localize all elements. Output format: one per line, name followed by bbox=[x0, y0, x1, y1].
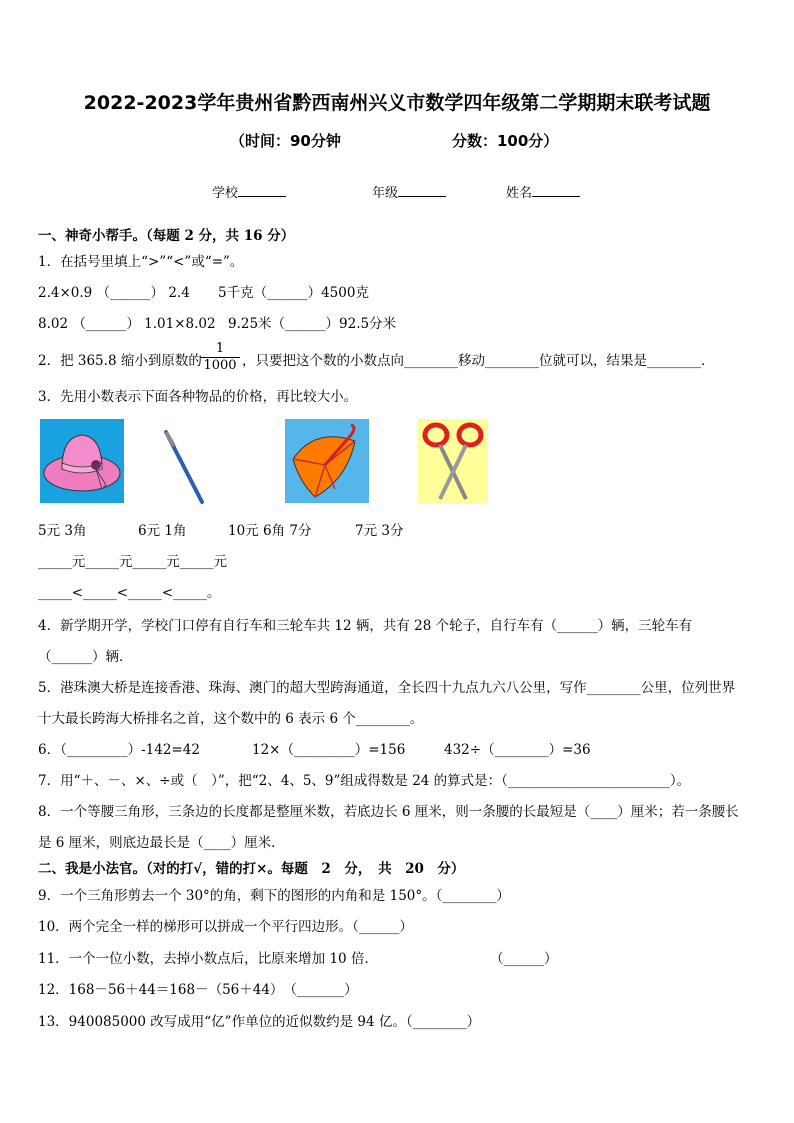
question-5-line-2: 十大最长跨海大桥排名之首，这个数中的 6 表示 6 个________。 bbox=[38, 711, 424, 727]
hat-flower bbox=[91, 460, 101, 470]
question-1a: 2.4×0.9 （______） 2.4 bbox=[38, 285, 190, 301]
question-1b: 5千克（______）4500克 bbox=[218, 285, 369, 301]
section-1-heading: 一、神奇小帮手。（每题 2 分，共 16 分） bbox=[38, 228, 295, 244]
question-12: 12．168－56＋44＝168－（56＋44） （_______） bbox=[38, 982, 358, 998]
scissors-picture bbox=[418, 419, 488, 503]
question-1d: 9.25米（______）92.5分米 bbox=[228, 316, 397, 332]
question-5-line-1: 5．港珠澳大桥是连接香港、珠海、澳门的超大型跨海通道，全长四十九点九六八公里，写作________公里，位列世界 bbox=[38, 680, 736, 696]
question-1: 1．在括号里填上“>”“<”或“=”。 bbox=[38, 254, 244, 270]
question-4-line-1: 4．新学期开学，学校门口停有自行车和三轮车共 12 辆，共有 28 个轮子，自行车有（______）辆，三轮车有 bbox=[38, 618, 693, 634]
umbrella-picture bbox=[285, 419, 369, 503]
fraction-numerator: 1 bbox=[200, 341, 240, 358]
question-3-blanks-yuan: _____元_____元_____元_____元 bbox=[38, 554, 227, 570]
fraction bbox=[200, 341, 240, 374]
question-3: 3．先用小数表示下面各种物品的价格，再比较大小。 bbox=[38, 389, 358, 405]
question-4-line-2: （______）辆． bbox=[38, 649, 133, 665]
question-13: 13．940085000 改写成用“亿”作单位的近似数约是 94 亿。（________） bbox=[38, 1014, 481, 1030]
grade-blank[interactable] bbox=[398, 184, 446, 197]
grade-label: 年级 bbox=[372, 186, 399, 201]
page-title: 2022-2023学年贵州省黔西南州兴义市数学四年级第二学期期末联考试题 bbox=[83, 92, 711, 114]
question-1c: 8.02 （______） 1.01×8.02 bbox=[38, 316, 216, 332]
pen-picture bbox=[160, 430, 210, 506]
question-7: 7．用“＋、－、×、÷或（ ）”，把“2、4、5、9”组成得数是 24 的算式是：（________________________）。 bbox=[38, 773, 691, 789]
question-11: 11．一个一位小数，去掉小数点后，比原来增加 10 倍． bbox=[38, 951, 378, 967]
question-3-blanks-compare: _____<_____<_____<_____。 bbox=[38, 585, 221, 601]
name-label: 姓名 bbox=[506, 186, 533, 201]
grade-field bbox=[372, 182, 446, 201]
question-6b: 12×（_________）=156 bbox=[252, 742, 406, 758]
question-2-end: ，只要把这个数的小数点向________移动________位就可以，结果是________． bbox=[242, 353, 715, 369]
question-8-line-2: 是 6 厘米，则底边最长是（____）厘米． bbox=[38, 835, 285, 851]
question-8-line-1: 8．一个等腰三角形，三条边的长度都是整厘米数，若底边长 6 厘米，则一条腰的长最短是（____）厘米；若一条腰长 bbox=[38, 804, 739, 820]
question-2-start: 2．把 365.8 缩小到原数的 bbox=[38, 353, 202, 369]
section-2-heading: 二、我是小法官。（对的打√，错的打×。每题 2 分， 共 20 分） bbox=[38, 861, 465, 877]
fraction-denominator: 1000 bbox=[203, 358, 237, 373]
price-hat: 5元 3角 bbox=[38, 523, 87, 539]
question-6a: 6．（_________）-142=42 bbox=[38, 742, 200, 758]
time-label: （时间：90分钟 bbox=[230, 132, 341, 150]
price-scissors: 7元 3分 bbox=[355, 523, 404, 539]
score-label: 分数：100分） bbox=[452, 132, 559, 150]
price-umbrella: 10元 6角 7分 bbox=[228, 523, 312, 539]
school-label: 学校 bbox=[212, 186, 239, 201]
school-blank[interactable] bbox=[238, 184, 286, 197]
name-field bbox=[506, 182, 580, 201]
question-11-blank: （______） bbox=[490, 951, 558, 967]
question-9: 9．一个三角形剪去一个 30°的角，剩下的图形的内角和是 150°。（________） bbox=[38, 888, 510, 904]
scissors-background bbox=[418, 419, 488, 503]
question-6c: 432÷（________）=36 bbox=[444, 742, 591, 758]
hat-picture bbox=[40, 419, 124, 503]
name-blank[interactable] bbox=[532, 184, 580, 197]
price-pen: 6元 1角 bbox=[138, 523, 187, 539]
school-field bbox=[212, 182, 286, 201]
question-10: 10．两个完全一样的梯形可以拼成一个平行四边形。（______） bbox=[38, 919, 413, 935]
